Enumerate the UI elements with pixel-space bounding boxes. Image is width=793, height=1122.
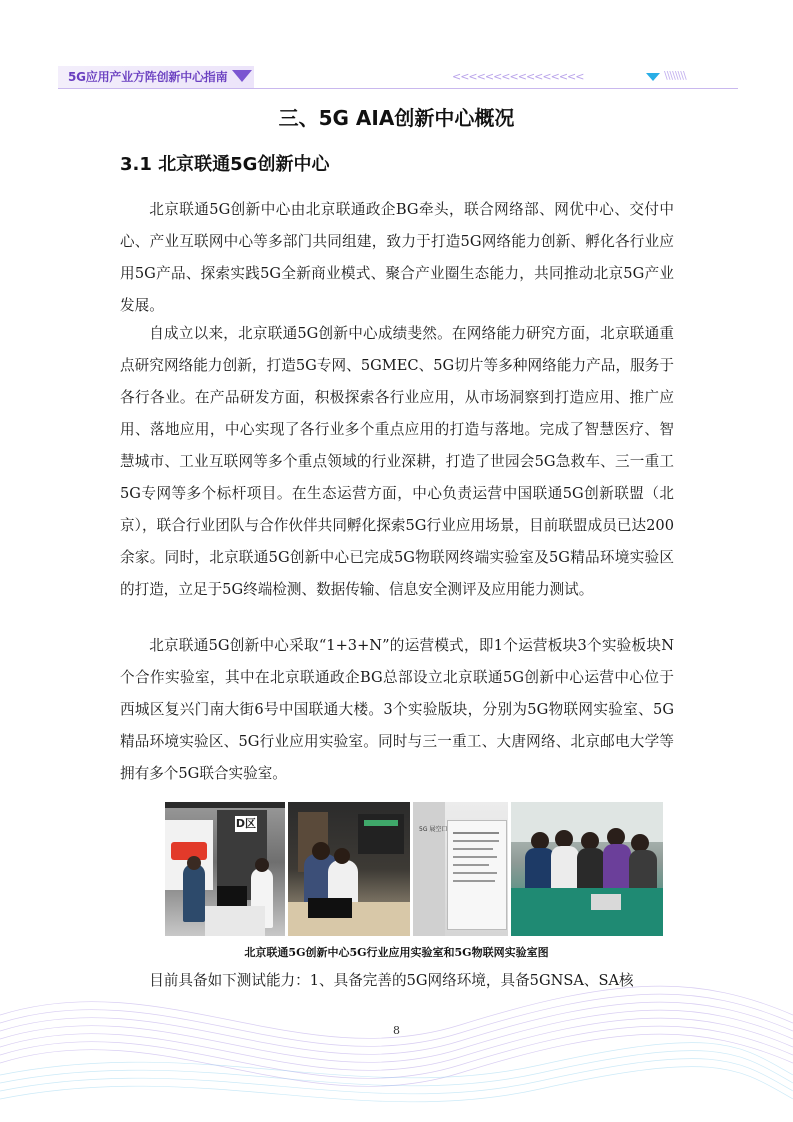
body-paragraph: 自成立以来，北京联通5G创新中心成绩斐然。在网络能力研究方面，北京联通重点研究网络能力创新，打造5G专网、5GMEC、5G切片等多种网络能力产品，服务于各行各业。在产品研发方面，积极探索各行业应用，从市场洞察到打造应用、推广应用、落地应用，中心实现了各行业多个重点应用的打造与落地。完成了智慧医疗、智慧城市、工业互联网等多个重点领域的行业深耕，打造了世园会5G急救车、三一重工5G专网等多个标杆项目。在生态运营方面，中心负责运营中国联通5G创新联盟（北京），联合行业团队与合作伙伴共同孵化探索5G行业应用场景，目前联盟成员已达200余家。同时，北京联通5G创新中心已完成5G物联网终端实验室及5G精品环境实验区的打造，立足于5G终端检测、数据传输、信息安全测评及应用能力测试。 <box>120 325 674 598</box>
figure-caption: 北京联通5G创新中心5G行业应用实验室和5G物联网实验室图 <box>244 946 549 959</box>
header-divider <box>58 88 738 89</box>
running-header <box>0 60 793 90</box>
page-number: 8 <box>393 1024 400 1037</box>
body-paragraph: 北京联通5G创新中心采取“1+3+N”的运营模式，即1个运营板块3个实验板块N个合作实验室，其中在北京联通政企BG总部设立北京联通5G创新中心运营中心位于西城区复兴门南大街6号中国联通大楼。3个实验版块，分别为5G物联网实验室、5G精品环境实验区、5G行业应用实验室。同时与三一重工、大唐网络、北京邮电大学等拥有多个5G联合实验室。 <box>120 637 674 782</box>
lab-photo-poster-wall <box>413 802 508 936</box>
body-paragraph: 北京联通5G创新中心由北京联通政企BG牵头，联合网络部、网优中心、交付中心、产业互联网中心等多部门共同组建，致力于打造5G网络能力创新、孵化各行业应用5G产品、探索实践5G全新商业模式、聚合产业圈生态能力，共同推动北京5G产业发展。 <box>120 201 674 314</box>
lab-photo-meeting <box>511 802 663 936</box>
lab-photo-collage <box>165 802 663 936</box>
body-paragraph: 目前具备如下测试能力：1、具备完善的5G网络环境，具备5GNSA、SA核 <box>149 972 634 989</box>
lab-photo-presentation <box>288 802 410 936</box>
header-title: 5G应用产业方阵创新中心指南 <box>68 70 228 84</box>
header-chevron-decoration-icon: <<<<<<<<<<<<<<<< <box>452 70 584 83</box>
poster-label: 5G 展空口 <box>419 826 448 833</box>
zone-sign: D区 <box>235 817 257 830</box>
header-triangle-icon <box>232 70 252 82</box>
wave-decoration-graphic <box>0 955 793 1122</box>
chapter-title: 三、5G AIA创新中心概况 <box>278 106 515 130</box>
lab-photo-exhibition <box>165 802 285 936</box>
header-blue-triangle-icon <box>646 73 660 81</box>
header-slash-decoration-icon: \\\\\\\\ <box>664 69 686 82</box>
section-title: 3.1 北京联通5G创新中心 <box>120 154 330 175</box>
